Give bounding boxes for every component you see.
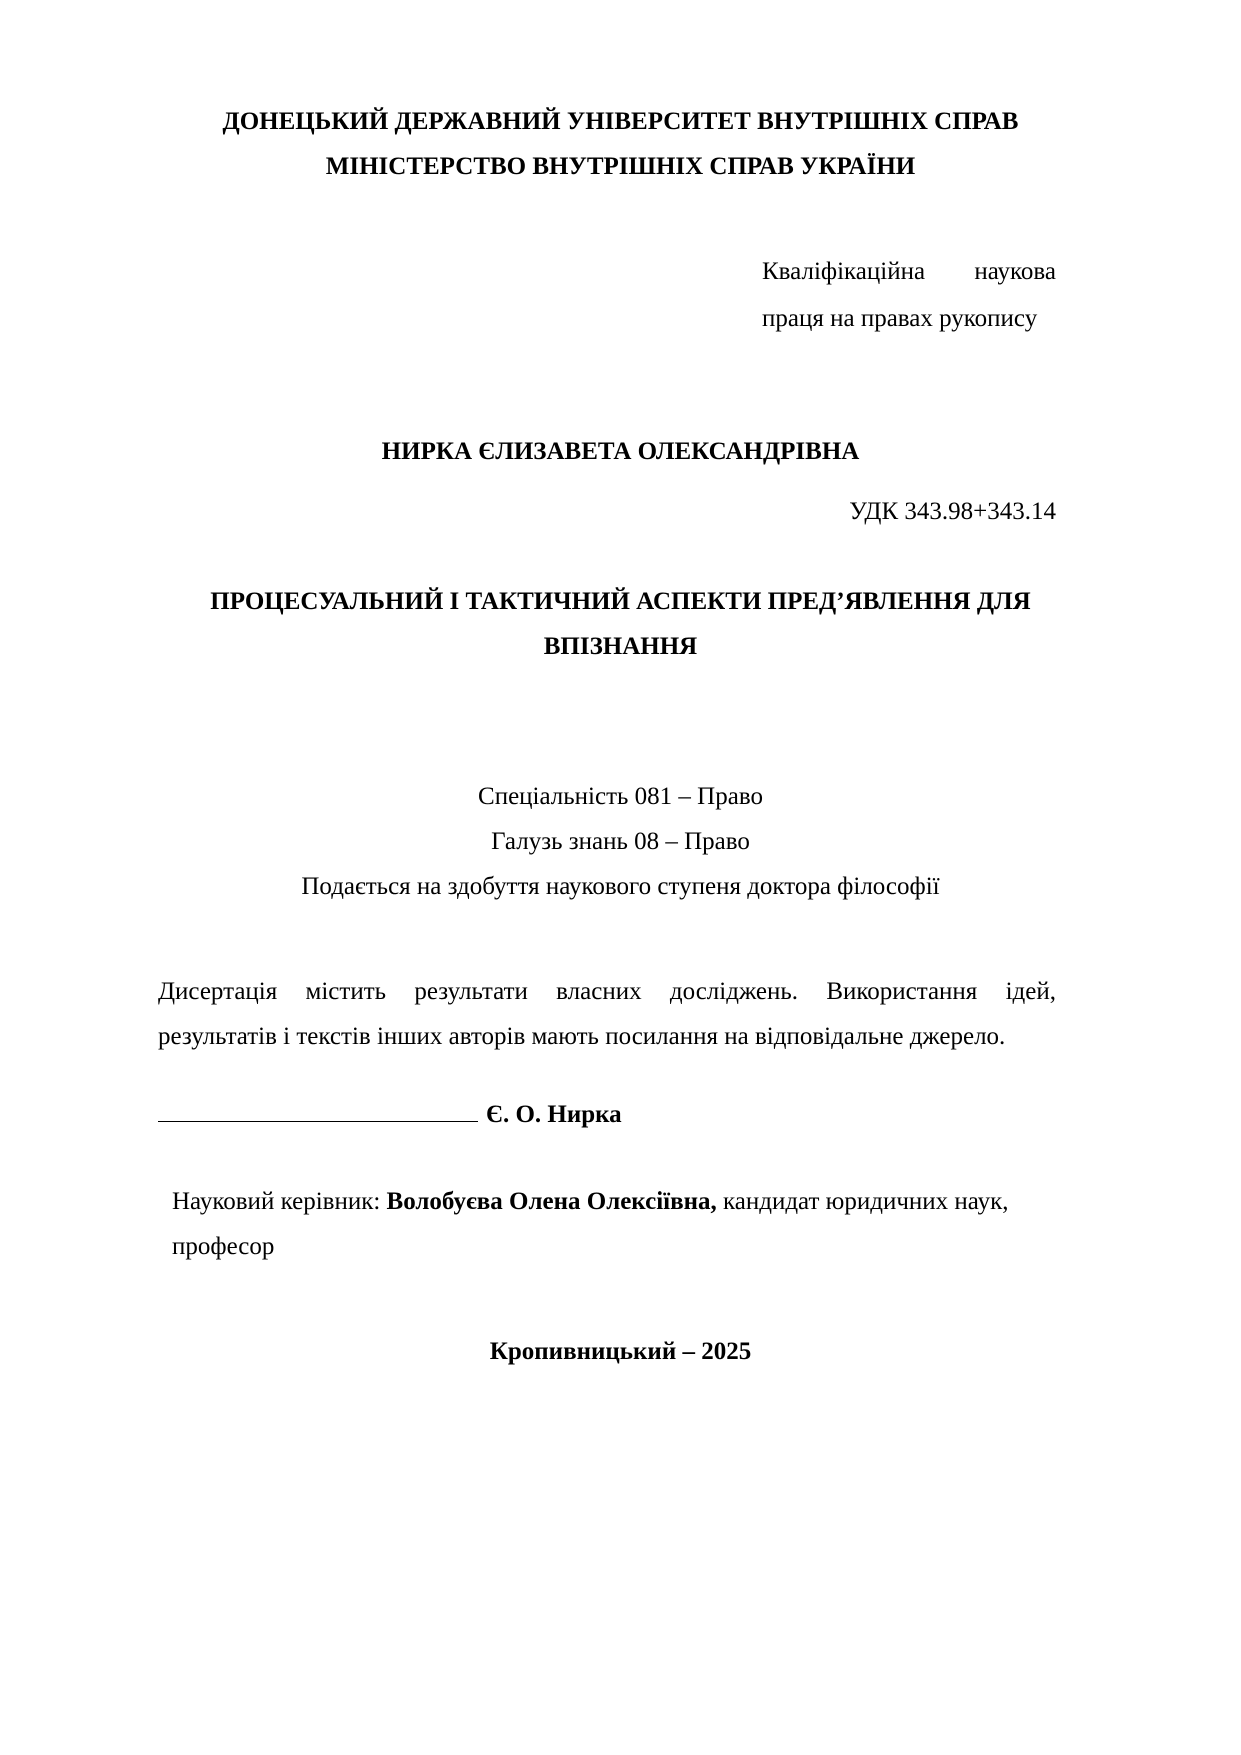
city-year: Кропивницький – 2025 (489, 1338, 752, 1365)
manuscript-note-word1: Кваліфікаційна (762, 258, 926, 285)
manuscript-note-line2: праця на правах рукопису (762, 305, 1038, 332)
manuscript-note-line1 (762, 257, 1056, 287)
udc-code: УДК 343.98+343.14 (849, 498, 1056, 525)
declaration-line2: результатів і текстів інших авторів мають посилання на відповідальне джерело. (158, 1023, 1006, 1050)
signature-block (158, 1097, 622, 1130)
dissertation-title-line1: ПРОЦЕСУАЛЬНИЙ І ТАКТИЧНИЙ АСПЕКТИ ПРЕД’ЯВЛЕННЯ ДЛЯ (210, 588, 1031, 615)
supervisor-title: професор (172, 1233, 275, 1260)
supervisor-label: Науковий керівник: (172, 1188, 387, 1215)
manuscript-note-word2: наукова (974, 258, 1056, 285)
signature-name: Є. О. Нирка (486, 1101, 622, 1128)
supervisor-name: Волобуєва Олена Олексіївна, (386, 1188, 717, 1215)
supervisor-line1 (172, 1187, 1009, 1217)
degree-line: Подається на здобуття наукового ступеня доктора філософії (301, 873, 940, 900)
university-name: ДОНЕЦЬКИЙ ДЕРЖАВНИЙ УНІВЕРСИТЕТ ВНУТРІШНІХ СПРАВ (222, 108, 1019, 135)
specialty-line: Спеціальність 081 – Право (478, 783, 763, 810)
field-of-knowledge-line: Галузь знань 08 – Право (491, 828, 750, 855)
dissertation-title-line2: ВПІЗНАННЯ (543, 633, 698, 660)
signature-line (158, 1097, 478, 1122)
ministry-name: МІНІСТЕРСТВО ВНУТРІШНІХ СПРАВ УКРАЇНИ (325, 153, 916, 180)
author-name: НИРКА ЄЛИЗАВЕТА ОЛЕКСАНДРІВНА (381, 438, 860, 465)
declaration-line1: Дисертація містить результати власних досліджень. Використання ідей, (158, 978, 1056, 1005)
supervisor-degree: кандидат юридичних наук, (716, 1188, 1009, 1215)
